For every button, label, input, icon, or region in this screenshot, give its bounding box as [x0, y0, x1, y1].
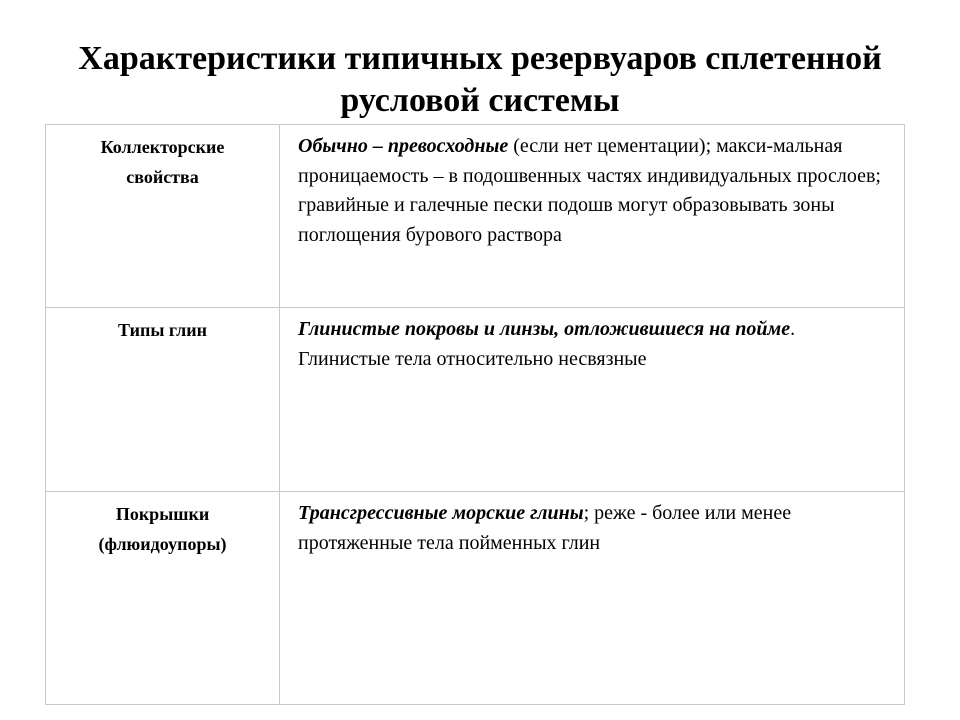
table-row — [46, 492, 905, 705]
row-value-cell — [280, 125, 905, 308]
row-value-text: (если нет цементации); макси-мальная проницаемость – в подошвенных частях индивидуальных прослоев; гравийные и галечные пески подошв могут образовывать зоны поглощения бурового раствора — [298, 135, 881, 246]
row-label — [46, 308, 279, 345]
row-value-emphasis: Глинистые покровы и линзы, отложившиеся на пойме — [298, 318, 791, 340]
row-label-line: свойства — [126, 167, 199, 187]
row-label-line: Покрышки — [115, 504, 210, 524]
row-value-text: . Глинистые тела относительно несвязные — [298, 318, 796, 370]
row-value — [280, 308, 904, 374]
row-label-cell — [46, 125, 280, 308]
row-label-cell — [46, 492, 280, 705]
table-row — [46, 125, 905, 308]
slide-title-line-1: Характеристики типичных резервуаров сплетенной — [78, 40, 882, 77]
row-value — [280, 492, 904, 558]
row-value-emphasis: Обычно – превосходные — [298, 135, 509, 157]
characteristics-table — [45, 124, 905, 705]
slide-title-line-2: русловой системы — [340, 82, 620, 119]
row-label-line: (флюидоупоры) — [98, 534, 227, 554]
row-value-text: ; реже - более или менее протяженные тела пойменных глин — [298, 502, 792, 554]
row-label-line: Коллекторские — [100, 137, 225, 157]
row-value-cell — [280, 308, 905, 492]
row-label — [46, 125, 279, 192]
table-row — [46, 308, 905, 492]
slide-title — [20, 38, 940, 122]
row-value-cell — [280, 492, 905, 705]
row-label — [46, 492, 279, 559]
row-label-line: Типы глин — [118, 320, 207, 340]
row-label-cell — [46, 308, 280, 492]
row-value-emphasis: Трансгрессивные морские глины — [298, 502, 584, 524]
row-value — [280, 125, 904, 250]
